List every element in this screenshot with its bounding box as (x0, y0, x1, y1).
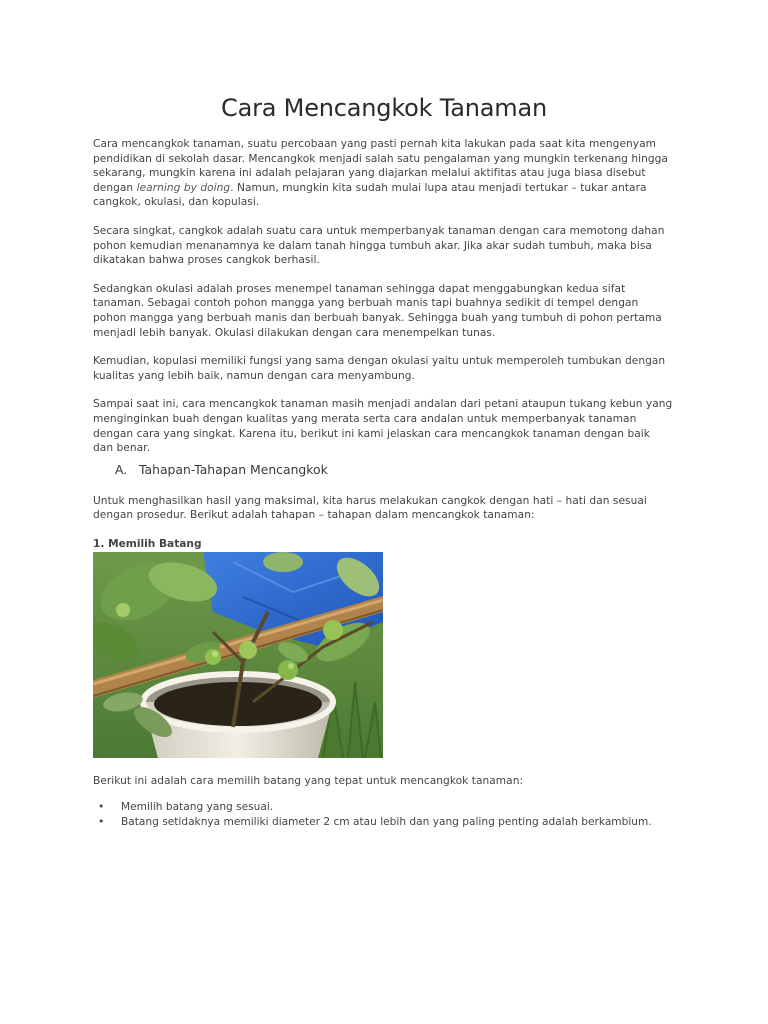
section-intro-paragraph: Untuk menghasilkan hasil yang maksimal, kita harus melakukan cangkok dengan hati – hati dan sesuai dengan prosedur. Berikut adalah tahapan – tahapan dalam mencangkok tanaman: (93, 494, 647, 522)
paragraph-kopulasi: Kemudian, kopulasi memiliki fungsi yang sama dengan okulasi yaitu untuk memperoleh tumbukan dengan kualitas yang lebih baik, namun dengan cara menyambung. (93, 355, 666, 382)
bullet-glyph: • (98, 801, 105, 814)
after-photo-paragraph: Berikut ini adalah cara memilih batang yang tepat untuk mencangkok tanaman: (93, 774, 524, 787)
section-title: Tahapan-Tahapan Mencangkok (139, 461, 328, 477)
intro-text-2: . Namun, mungkin kita sudah mulai lupa atau menjadi tertukar – tukar antara cangkok, okulasi, dan kopulasi. (93, 181, 647, 209)
list-item (93, 815, 673, 830)
paragraph-summary: Sampai saat ini, cara mencangkok tanaman masih menjadi andalan dari petani ataupun tukang kebun yang menginginkan buah dengan kualitas yang merata serta cara andalan untuk memperbanyak tanaman dengan cara yang singkat. Karena itu, berikut ini kami jelaskan cara mencangkok tanaman dengan baik dan benar. (93, 398, 673, 455)
paragraph-cangkok: Secara singkat, cangkok adalah suatu cara untuk memperbanyak tanaman dengan cara memotong dahan pohon kemudian menanamnya ke dalam tanah hingga tumbuh akar. Jika akar sudah tumbuh, maka bisa dikatakan bahwa proses cangkok berhasil. (93, 224, 665, 267)
intro-paragraph (93, 137, 673, 210)
paragraph-okulasi: Sedangkan okulasi adalah proses menempel tanaman sehingga dapat menggabungkan kedua sifat tanaman. Sebagai contoh pohon mangga yang berbuah manis tapi buahnya sedikit di tempel dengan pohon mangga yang berbuah manis dan berbuah banyak. Sehingga buah yang tumbuh di pohon pertama menjadi lebih banyak. Okulasi dilakukan dengan cara menempelkan tunas. (93, 282, 662, 339)
list-item (93, 800, 673, 815)
plant-photo (93, 552, 383, 758)
bullet-glyph: • (98, 816, 105, 829)
list-item-text: Memilih batang yang sesuai. (121, 801, 274, 814)
step-1-heading: 1. Memilih Batang (93, 537, 202, 550)
intro-emphasis: learning by doing (136, 181, 231, 194)
section-heading-a (115, 462, 673, 478)
intro-text-1: Cara mencangkok tanaman, suatu percobaan yang pasti pernah kita lakukan pada saat kita mengenyam pendidikan di sekolah dasar. Mencangkok menjadi salah satu pengalaman yang mungkin terkenang hingga sekarang, mungkin karena ini adalah pelajaran yang diajarkan melalui aktifitas atau juga biasa disebut dengan (93, 138, 668, 194)
selection-criteria-list (93, 800, 673, 830)
list-item-text: Batang setidaknya memiliki diameter 2 cm atau lebih dan yang paling penting adalah berkambium. (121, 816, 652, 829)
section-letter: A. (115, 461, 128, 477)
document-title: Cara Mencangkok Tanaman (221, 94, 547, 122)
document-body (93, 137, 673, 830)
